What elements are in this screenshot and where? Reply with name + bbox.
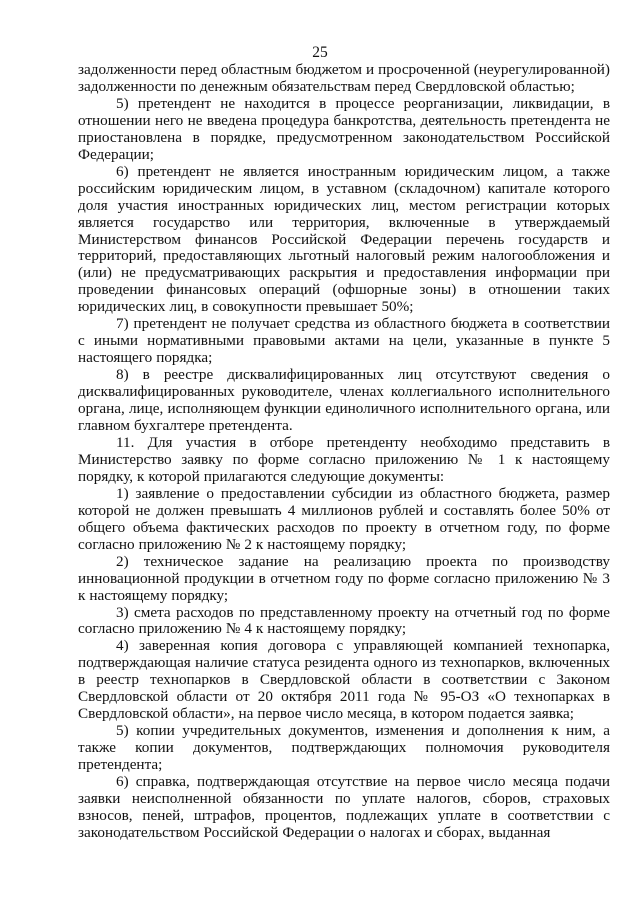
- paragraph-doc-3: 3) смета расходов по представленному проекту на отчетный год по форме согласно приложению № 4 к настоящему порядку;: [78, 603, 610, 638]
- document-body: [78, 62, 610, 842]
- paragraph-item-6: 6) претендент не является иностранным юридическим лицом, а также российским юридическим лицом, в уставном (складочном) капитале которого доля участия иностранных юридических лиц, местом регистрации которых является государство или территория, включенные в утверждаемый Министерством финансов Российской Федерации перечень государств и территорий, предоставляющих льготный налоговый режим налогообложения и (или) не предусматривающих раскрытия и предоставления информации при проведении финансовых операций (офшорные зоны) в отношении таких юридических лиц, в совокупности превышает 50%;: [78, 162, 610, 316]
- paragraph-item-7: 7) претендент не получает средства из областного бюджета в соответствии с иными нормативными правовыми актами на цели, указанные в пункте 5 настоящего порядка;: [78, 315, 610, 367]
- paragraph-clause-11: 11. Для участия в отборе претенденту необходимо представить в Министерство заявку по форме согласно приложению № 1 к настоящему порядку, к которой прилагаются следующие документы:: [78, 433, 610, 485]
- page-number: 25: [312, 44, 328, 61]
- paragraph-doc-2: 2) техническое задание на реализацию проекта по производству инновационной продукции в отчетном году по форме согласно приложению № 3 к настоящему порядку;: [78, 552, 610, 604]
- paragraph-item-5: 5) претендент не находится в процессе реорганизации, ликвидации, в отношении него не введена процедура банкротства, деятельность претендента не приостановлена в порядке, предусмотренном законодательством Российской Федерации;: [78, 94, 610, 163]
- paragraph-doc-5: 5) копии учредительных документов, изменения и дополнения к ним, а также копии документов, подтверждающих полномочия руководителя претендента;: [78, 722, 610, 774]
- paragraph-doc-4: 4) заверенная копия договора с управляющей компанией технопарка, подтверждающая наличие статуса резидента одного из технопарков, включенных в реестр технопарков в Свердловской области в соответствии с Законом Свердловской области от 20 октября 2011 года № 95-ОЗ «О технопарках в Свердловской области», на первое число месяца, в котором подается заявка;: [78, 637, 610, 723]
- paragraph-continuation: задолженности перед областным бюджетом и просроченной (неурегулированной) задолженности по денежным обязательствам перед Свердловской областью;: [78, 61, 610, 95]
- paragraph-item-8: 8) в реестре дисквалифицированных лиц отсутствуют сведения о дисквалифицированных руководителе, членах коллегиального исполнительного органа, лице, исполняющем функции единоличного исполнительного органа, или главном бухгалтере претендента.: [78, 366, 610, 435]
- paragraph-doc-1: 1) заявление о предоставлении субсидии из областного бюджета, размер которой не должен превышать 4 миллионов рублей и составлять более 50% от общего объема фактических расходов по проекту в отчетном году, по форме согласно приложению № 2 к настоящему порядку;: [78, 484, 610, 553]
- paragraph-doc-6: 6) справка, подтверждающая отсутствие на первое число месяца подачи заявки неисполненной обязанности по уплате налогов, сборов, страховых взносов, пеней, штрафов, процентов, подлежащих уплате в соответствии с законодательством Российской Федерации о налогах и сборах, выданная: [78, 773, 610, 841]
